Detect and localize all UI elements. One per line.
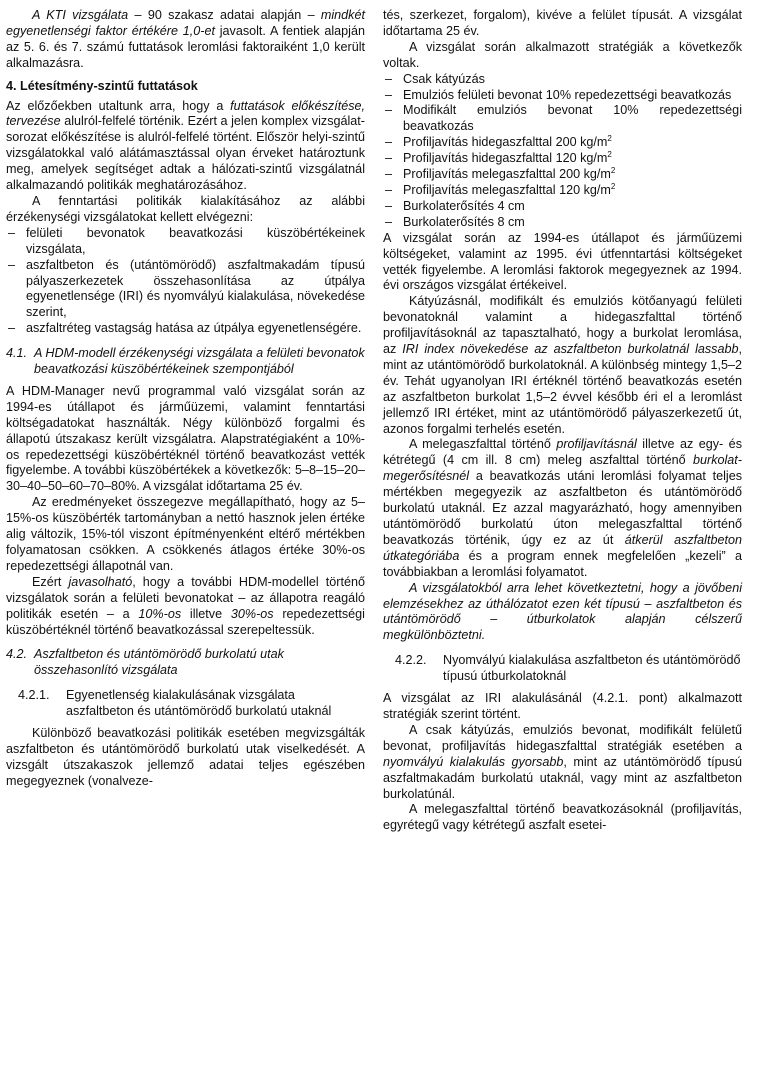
left-column <box>6 8 365 1082</box>
list-item: – Csak kátyúzás <box>383 72 742 88</box>
section-4-2-1-paragraph-1: Különböző beavatkozási politikák esetében megvizsgálták aszfaltbeton és utántömörödő burkolatú utak viselkedését. A vizsgált útszakaszok jellemző adatai teljes egészében megegyeznek (vonalveze- <box>6 726 365 788</box>
list-item: – Burkolaterősítés 8 cm <box>383 215 742 231</box>
list-item: – aszfaltréteg vastagság hatása az útpálya egyenetlenségére. <box>6 321 365 337</box>
list-item: – Profiljavítás melegaszfalttal 120 $kg/m^2$ <box>383 183 742 199</box>
right-paragraph-3: A vizsgálat során az 1994-es útállapot és járműüzemi költségeket, valamint az 1995. évi útfenntartási költségeket vették figyelembe. A leromlási faktorok megegyeznek az 1994. évi országos vizsgálat értékeivel. <box>383 230 742 293</box>
right-paragraph-2: A vizsgálat során alkalmazott stratégiák a következők voltak. <box>383 39 742 70</box>
right-paragraph-5: A melegaszfalttal történő profiljavításnál illetve az egy- és kétrétegű (4 cm ill. 8 cm) meleg aszfalttal történő burkolat-megerősítésnél a beavatkozás utáni leromlási folyamat teljes mértékben megegyezik az aszfaltbeton és utántömörödő burkolatú utaknál. Ez azzal magyarázható, hogy amennyiben utántömörödő burkolatú úton melegaszfalttal történő beavatkozás történik, úgy ez az út átkerül aszfaltbeton útkategóriába és a program ennek megfelelően „kezeli” a továbbiakban a leromlási folyamatot. <box>383 437 742 579</box>
section-4-2-2-paragraph-3: A melegaszfalttal történő beavatkozásoknál (profiljavítás, egyrétegű vagy kétrétegű aszfalt esetei- <box>383 802 742 833</box>
list-item: – aszfaltbeton és (utántömörödő) aszfaltmakadám típusú pályaszerkezetek összehasonlítása az útpálya egyenetlensége (IRI) és nyomvályú kialakulása, növekedése szerint, <box>6 258 365 322</box>
section-4-1-paragraph-1: A HDM-Manager nevű programmal való vizsgálat során az 1994-es útállapot és járműüzemi, valamint fenntartási költségadatokat használták. Négy különböző forgalmi és állapotú útszakasz került vizsgálatra. Alapstratégiaként a 10%-os repedezettségi küszöbértéknél történő beavatkozást vették figyelembe. A további küszöbértékek a következők: 5–8–15–20–30–40–50–60–70–80%. A vizsgálat időtartama 25 év. <box>6 383 365 494</box>
section-4-1-heading: 4.1. A HDM-modell érzékenységi vizsgálata a felületi bevonatok beavatkozási küszöbértékeinek szempontjából <box>6 346 365 377</box>
list-item: – Profiljavítás hidegaszfalttal 120 $kg/m^2$ <box>383 151 742 167</box>
right-paragraph-6: A vizsgálatokból arra lehet következtetni, hogy a jövőbeni elemzésekhez az úthálózatot ezen két típusú – aszfaltbeton és utántömörödő – útburkolatok alapján célszerű megkülönböztetni. <box>383 580 742 643</box>
list-item: – Emulziós felületi bevonat 10% repedezettségi beavatkozás <box>383 88 742 104</box>
list-item: – Burkolaterősítés 4 cm <box>383 199 742 215</box>
section-4-heading: 4. Létesítmény-szintű futtatások <box>6 78 198 93</box>
section-4-2-heading: 4.2. Aszfaltbeton és utántömörödő burkolatú utak összehasonlító vizsgálata <box>6 647 284 678</box>
right-paragraph-1: tés, szerkezet, forgalom), kivéve a felület típusát. A vizsgálat időtartama 25 év. <box>383 8 742 38</box>
section-4-2-2-paragraph-1: A vizsgálat az IRI alakulásánál (4.2.1. pont) alkalmazott stratégiák szerint történt. <box>383 691 742 721</box>
section-4-2-2-heading: 4.2.2. Nyomvályú kialakulása aszfaltbeton és utántömörödő típusú útburkolatoknál <box>395 653 741 684</box>
list-item: – Profiljavítás hidegaszfalttal 200 $kg/m^2$ <box>383 135 742 151</box>
section-4-2-2-paragraph-2: A csak kátyúzás, emulziós bevonat, modifikált felületű bevonat, profiljavítás hidegaszfalttal stratégiák esetében a nyomvályú kialakulás gyorsabb, mint az utántömörödő típusú aszfaltmakadám burkolatú utaknál, vagy mint az aszfaltbeton burkolatúnál. <box>383 722 742 801</box>
section-4-paragraph-2: A fenntartási politikák kialakításához az alábbi érzékenységi vizsgálatokat kellett elvégezni: <box>6 193 365 224</box>
list-item: – felületi bevonatok beavatkozási küszöbértékeinek vizsgálata, <box>6 226 365 258</box>
strategy-list <box>383 72 742 231</box>
section-4-1-paragraph-2: Az eredményeket összegezve megállapítható, hogy az 5–15%-os küszöbérték tartományban a nettó hasznok jelen értéke alig változik, 15%-tól viszont építményenként eltérő mértékben folyamatosan csökken. A csökkenés átlagos értéke 30%-os repedezettségi állapotnál van. <box>6 495 365 573</box>
list-item: – Profiljavítás melegaszfalttal 200 $kg/m^2$ <box>383 167 742 183</box>
right-column <box>383 8 742 1082</box>
section-4-paragraph-1: Az előzőekben utaltunk arra, hogy a futtatások előkészítése, tervezése alulról-felfelé történik. Ezért a jelen komplex vizsgálat-sorozat előkészítése is alulról-felfelé történt. Először helyi-szintű vizsgálatokkal való alátámasztással olyan érveket határoztunk meg, amelyek segítséget adtak a hálózati-szintű vizsgálatnál alkalmazandó politikák meghatározásához. <box>6 98 365 193</box>
sensitivity-list <box>6 226 365 337</box>
section-4-1-paragraph-3: Ezért javasolható, hogy a további HDM-modellel történő vizsgálatok során a felületi bevonatokat – az állapotra reagáló politikák esetén – a 10%-os illetve 30%-os repedezettségi küszöbértéknél történő beavatkozással szerepeltessük. <box>6 574 365 637</box>
list-item: – Modifikált emulziós bevonat 10% repedezettségi beavatkozás <box>383 103 742 135</box>
section-4-2-1-heading: 4.2.1. Egyenetlenség kialakulásának vizsgálata aszfaltbeton és utántömörödő burkolatú utaknál <box>18 688 332 719</box>
intro-paragraph: A KTI vizsgálata – 90 szakasz adatai alapján – mindkét egyenetlenségi faktor értékére 1,0-et javasolt. A fentiek alapján az 5. 6. és 7. számú futtatások leromlási faktoraiként 1,0 került alkalmazásra. <box>6 8 365 70</box>
right-paragraph-4: Kátyúzásnál, modifikált és emulziós kötőanyagú felületi bevonatoknál valamint a hidegaszfalttal történő profiljavításoknál az tapasztalható, hogy a burkolat leromlása, az IRI index növekedése az aszfaltbeton burkolatnál lassabb, mint az utántömörödő burkolatoknál. A különbség mintegy 1,5–2 év. Tehát ugyanolyan IRI értéknél történő beavatkozás esetén az aszfaltbeton burkolat 1,5–2 évvel később éri el a leromlást jellemző IRI értéket, mint az utántömörödő pályaszerkezetű út, azonos forgalmi terhelés esetén. <box>383 294 742 436</box>
